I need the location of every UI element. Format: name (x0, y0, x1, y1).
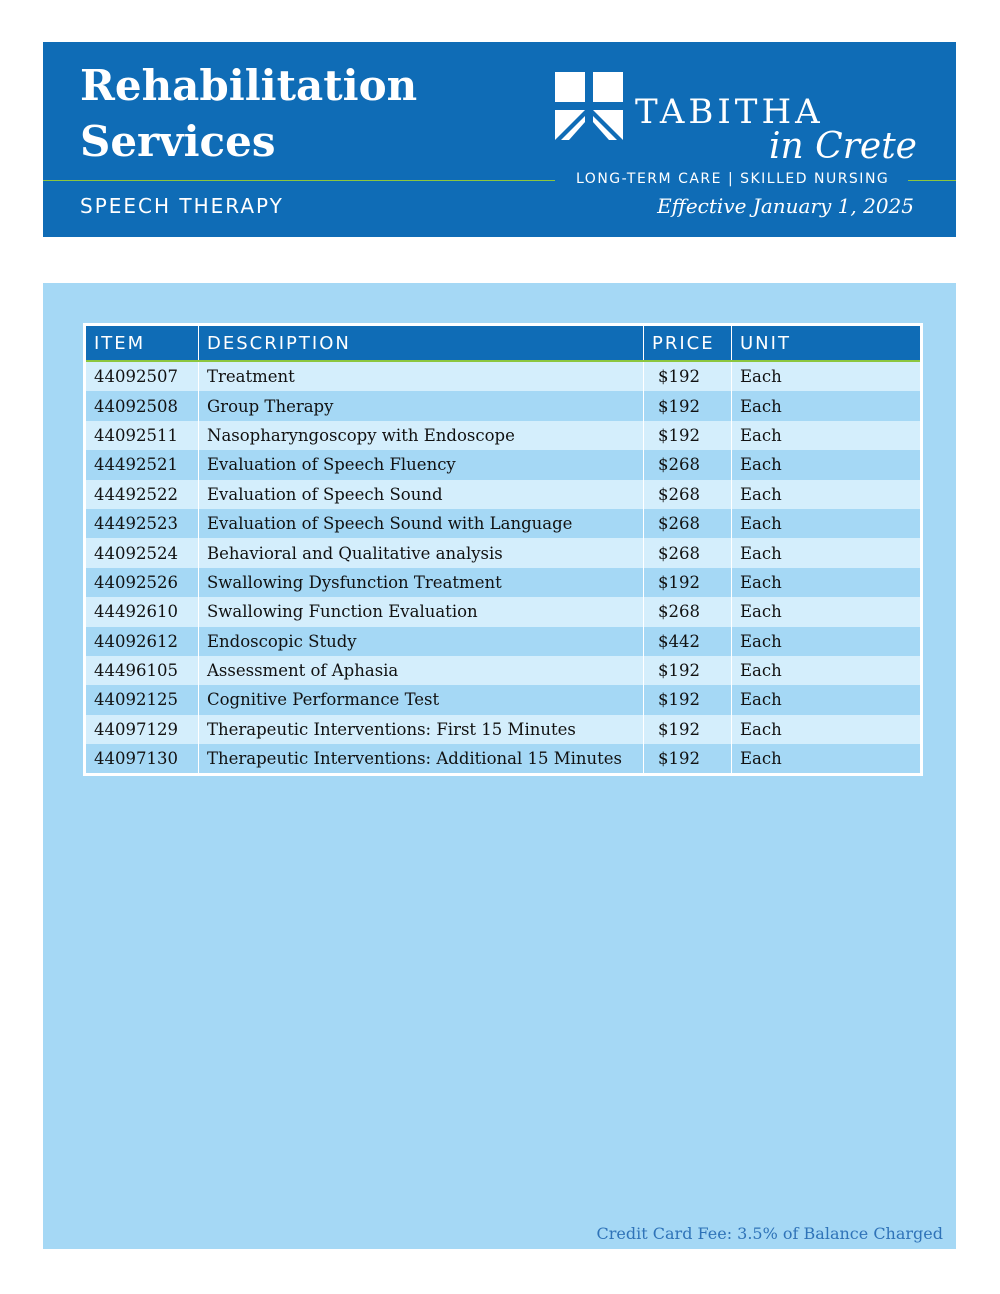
unit-cell: Each (732, 421, 921, 450)
price-table-container (83, 323, 923, 776)
header-divider-left (43, 180, 555, 181)
item-code-cell: 44492522 (86, 480, 199, 509)
price-cell: $192 (644, 568, 732, 597)
table-header-row (86, 326, 920, 361)
price-cell: $192 (644, 685, 732, 714)
description-cell: Evaluation of Speech Sound with Language (199, 509, 644, 538)
table-row (86, 627, 920, 656)
description-cell: Endoscopic Study (199, 627, 644, 656)
content-panel (43, 283, 956, 1249)
brand-subname: in Crete (769, 126, 917, 167)
page-title-line1: Rehabilitation (80, 61, 418, 110)
description-cell: Behavioral and Qualitative analysis (199, 538, 644, 567)
page-subtitle: SPEECH THERAPY (80, 194, 284, 218)
item-code-cell: 44092612 (86, 627, 199, 656)
unit-cell: Each (732, 480, 921, 509)
description-cell: Treatment (199, 361, 644, 391)
table-row (86, 568, 920, 597)
column-header-price: PRICE (644, 326, 732, 361)
description-cell: Evaluation of Speech Sound (199, 480, 644, 509)
description-cell: Swallowing Dysfunction Treatment (199, 568, 644, 597)
price-cell: $192 (644, 391, 732, 420)
tabitha-cross-logo-icon (555, 72, 623, 140)
item-code-cell: 44097129 (86, 715, 199, 744)
item-code-cell: 44496105 (86, 656, 199, 685)
description-cell: Assessment of Aphasia (199, 656, 644, 685)
price-cell: $268 (644, 509, 732, 538)
unit-cell: Each (732, 568, 921, 597)
table-row (86, 656, 920, 685)
table-row (86, 480, 920, 509)
table-row (86, 685, 920, 714)
item-code-cell: 44492523 (86, 509, 199, 538)
item-code-cell: 44092511 (86, 421, 199, 450)
item-code-cell: 44492610 (86, 597, 199, 626)
page-title (80, 58, 500, 170)
price-table (86, 326, 920, 773)
brand-tagline: LONG-TERM CARE | SKILLED NURSING (568, 171, 897, 187)
unit-cell: Each (732, 391, 921, 420)
price-cell: $268 (644, 480, 732, 509)
table-row (86, 421, 920, 450)
price-cell: $192 (644, 656, 732, 685)
price-cell: $442 (644, 627, 732, 656)
price-cell: $192 (644, 421, 732, 450)
price-cell: $192 (644, 715, 732, 744)
item-code-cell: 44097130 (86, 744, 199, 773)
table-row (86, 361, 920, 391)
price-cell: $268 (644, 597, 732, 626)
table-row (86, 391, 920, 420)
table-row (86, 509, 920, 538)
table-row (86, 744, 920, 773)
unit-cell: Each (732, 450, 921, 479)
unit-cell: Each (732, 685, 921, 714)
table-body (86, 361, 920, 773)
description-cell: Cognitive Performance Test (199, 685, 644, 714)
item-code-cell: 44092507 (86, 361, 199, 391)
column-header-description: DESCRIPTION (199, 326, 644, 361)
column-header-unit: UNIT (732, 326, 921, 361)
unit-cell: Each (732, 361, 921, 391)
table-row (86, 715, 920, 744)
unit-cell: Each (732, 538, 921, 567)
item-code-cell: 44092526 (86, 568, 199, 597)
item-code-cell: 44092524 (86, 538, 199, 567)
description-cell: Therapeutic Interventions: First 15 Minutes (199, 715, 644, 744)
item-code-cell: 44492521 (86, 450, 199, 479)
brand-name: TABITHA (635, 92, 824, 132)
table-row (86, 450, 920, 479)
unit-cell: Each (732, 597, 921, 626)
table-row (86, 597, 920, 626)
page-title-line2: Services (80, 117, 276, 166)
price-cell: $268 (644, 538, 732, 567)
description-cell: Swallowing Function Evaluation (199, 597, 644, 626)
description-cell: Nasopharyngoscopy with Endoscope (199, 421, 644, 450)
description-cell: Evaluation of Speech Fluency (199, 450, 644, 479)
unit-cell: Each (732, 627, 921, 656)
description-cell: Therapeutic Interventions: Additional 15 Minutes (199, 744, 644, 773)
price-cell: $192 (644, 361, 732, 391)
unit-cell: Each (732, 715, 921, 744)
page-header (43, 42, 956, 237)
unit-cell: Each (732, 656, 921, 685)
credit-card-fee-note: Credit Card Fee: 3.5% of Balance Charged (596, 1224, 943, 1243)
description-cell: Group Therapy (199, 391, 644, 420)
price-cell: $268 (644, 450, 732, 479)
table-row (86, 538, 920, 567)
unit-cell: Each (732, 509, 921, 538)
header-divider-right (908, 180, 956, 181)
column-header-item: ITEM (86, 326, 199, 361)
unit-cell: Each (732, 744, 921, 773)
effective-date: Effective January 1, 2025 (657, 194, 914, 218)
item-code-cell: 44092508 (86, 391, 199, 420)
price-cell: $192 (644, 744, 732, 773)
item-code-cell: 44092125 (86, 685, 199, 714)
